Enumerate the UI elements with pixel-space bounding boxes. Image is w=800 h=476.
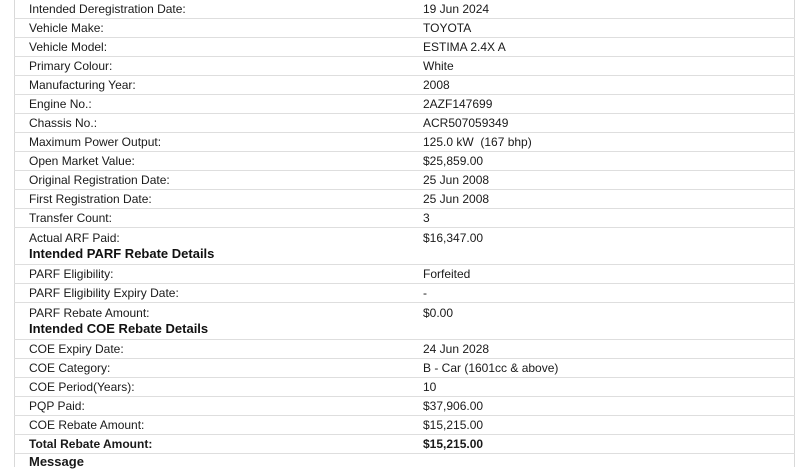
- field-value: TOYOTA: [408, 19, 795, 38]
- section-heading-parf: Intended PARF Rebate Details: [29, 246, 408, 262]
- field-label: COE Period(Years):: [14, 378, 408, 397]
- field-label: PARF Eligibility Expiry Date:: [14, 284, 408, 303]
- field-value: 125.0 kW (167 bhp): [408, 133, 795, 152]
- row-intended-deregistration-date: [14, 0, 795, 19]
- field-value: 19 Jun 2024: [408, 0, 795, 19]
- field-label: COE Rebate Amount:: [14, 416, 408, 435]
- field-value: $15,215.00: [408, 416, 795, 435]
- row-manufacturing-year: [14, 76, 795, 95]
- field-label: Vehicle Make:: [14, 19, 408, 38]
- field-label: Original Registration Date:: [14, 171, 408, 190]
- field-value: 2AZF147699: [408, 95, 795, 114]
- row-coe-rebate-amount: [14, 416, 795, 435]
- field-label-cell: [14, 303, 408, 340]
- field-label: Primary Colour:: [14, 57, 408, 76]
- row-first-registration-date: [14, 190, 795, 209]
- field-label: Engine No.:: [14, 95, 408, 114]
- field-value: $16,347.00: [423, 230, 795, 246]
- row-pqp-paid: [14, 397, 795, 416]
- row-coe-expiry-date: [14, 340, 795, 359]
- field-value: $15,215.00: [408, 435, 795, 454]
- field-label: First Registration Date:: [14, 190, 408, 209]
- row-coe-category: [14, 359, 795, 378]
- field-label: Actual ARF Paid:: [29, 230, 408, 246]
- field-value-cell: [408, 303, 795, 340]
- row-original-registration-date: [14, 171, 795, 190]
- row-parf-rebate-amount: [14, 303, 795, 340]
- field-value: 2008: [408, 76, 795, 95]
- field-label: COE Category:: [14, 359, 408, 378]
- row-chassis-no: [14, 114, 795, 133]
- field-value: 24 Jun 2028: [408, 340, 795, 359]
- field-value: 25 Jun 2008: [408, 171, 795, 190]
- field-value: $25,859.00: [408, 152, 795, 171]
- field-value: ACR507059349: [408, 114, 795, 133]
- field-label: Open Market Value:: [14, 152, 408, 171]
- field-value: White: [408, 57, 795, 76]
- field-value: -: [408, 284, 795, 303]
- field-label-cell: [14, 228, 408, 265]
- field-label: PARF Eligibility:: [14, 265, 408, 284]
- row-parf-eligibility-expiry-date: [14, 284, 795, 303]
- row-open-market-value: [14, 152, 795, 171]
- row-coe-period: [14, 378, 795, 397]
- row-actual-arf-paid: [14, 228, 795, 265]
- field-value: ESTIMA 2.4X A: [408, 38, 795, 57]
- row-vehicle-model: [14, 38, 795, 57]
- row-maximum-power-output: [14, 133, 795, 152]
- field-label: Chassis No.:: [14, 114, 408, 133]
- field-label: Intended Deregistration Date:: [14, 0, 408, 19]
- field-value: 25 Jun 2008: [408, 190, 795, 209]
- row-transfer-count: [14, 209, 795, 228]
- row-primary-colour: [14, 57, 795, 76]
- field-label: PARF Rebate Amount:: [29, 305, 408, 321]
- field-label: PQP Paid:: [14, 397, 408, 416]
- field-value: 10: [408, 378, 795, 397]
- row-message-heading: [14, 454, 795, 476]
- field-value: B - Car (1601cc & above): [408, 359, 795, 378]
- field-label: COE Expiry Date:: [14, 340, 408, 359]
- field-label: Maximum Power Output:: [14, 133, 408, 152]
- message-empty-cell: [408, 454, 795, 476]
- row-parf-eligibility: [14, 265, 795, 284]
- field-label: Transfer Count:: [14, 209, 408, 228]
- field-label: Vehicle Model:: [14, 38, 408, 57]
- field-label: Manufacturing Year:: [14, 76, 408, 95]
- field-label: Total Rebate Amount:: [14, 435, 408, 454]
- section-heading-coe: Intended COE Rebate Details: [29, 321, 408, 337]
- field-value: $37,906.00: [408, 397, 795, 416]
- field-value-cell: [408, 228, 795, 265]
- field-value: $0.00: [423, 305, 795, 321]
- field-value: 3: [408, 209, 795, 228]
- vehicle-details-table: [14, 0, 795, 476]
- row-total-rebate-amount: [14, 435, 795, 454]
- row-engine-no: [14, 95, 795, 114]
- section-heading-message: Message: [14, 454, 408, 476]
- field-value: Forfeited: [408, 265, 795, 284]
- row-vehicle-make: [14, 19, 795, 38]
